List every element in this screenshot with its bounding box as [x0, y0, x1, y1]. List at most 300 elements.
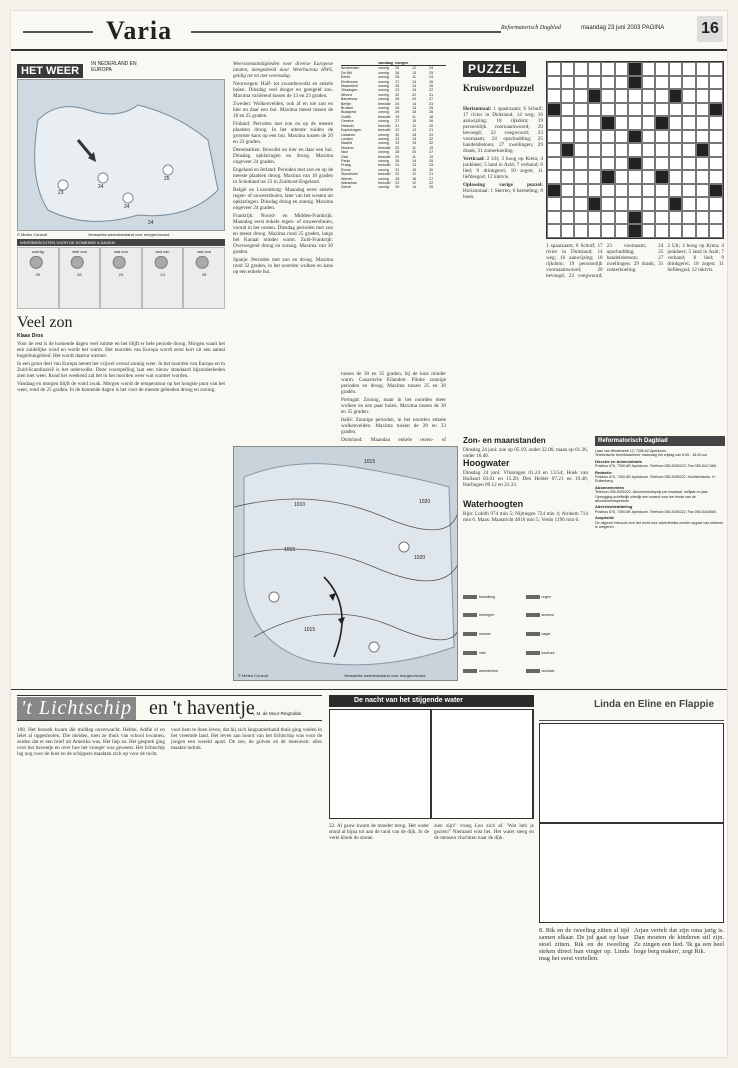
country-weather: Spanje: Perioden met zon en droog. Maxima rond 32 graden, in het noorden wolken en kans op een enkele bui. — [233, 257, 333, 275]
crossword-cell — [642, 211, 656, 225]
table-cell: Helsinki — [341, 123, 354, 128]
table-cell: Genève — [341, 119, 354, 124]
table-cell: bewolkt — [378, 123, 391, 128]
crossword-cell — [561, 170, 575, 184]
table-cell: 23 — [429, 101, 434, 106]
crossword-cell — [709, 224, 723, 238]
colofon-heading: Directie en Administratie — [595, 458, 642, 464]
crossword-cell — [615, 157, 629, 171]
crossword-cell — [561, 224, 575, 238]
crossword-cell — [682, 130, 696, 144]
table-cell: 26 — [429, 84, 434, 89]
crossword-cell — [615, 103, 629, 117]
crossword-cell — [615, 116, 629, 130]
map-caption: Verwachte weerstoestand voor morgen/avond — [87, 232, 170, 237]
legend-item — [526, 608, 589, 624]
crossword-cell — [628, 143, 642, 157]
table-cell: zonnig — [378, 79, 389, 84]
crossword-cell — [601, 211, 615, 225]
cloud-sun-icon — [195, 256, 213, 270]
crossword-cell — [588, 224, 602, 238]
crossword-cell — [547, 76, 561, 90]
crossword-cell — [574, 184, 588, 198]
crossword-cell — [547, 197, 561, 211]
table-cell: 26 — [429, 79, 434, 84]
water-header: Waterhoogten — [463, 499, 524, 509]
crossword-cell — [696, 89, 710, 103]
weather-map-large — [233, 446, 458, 681]
crossword-cell — [615, 224, 629, 238]
crossword-cell — [547, 89, 561, 103]
legend-label: onweer — [479, 631, 491, 636]
table-cell: bewolkt — [378, 145, 391, 150]
crossword-cell — [696, 157, 710, 171]
pressure-map-icon — [234, 447, 458, 681]
crossword-cell — [574, 62, 588, 76]
table-cell: 30 — [395, 132, 400, 137]
tide-text: Dinsdag 24 juni: Vlissingen 01.24 en 13.54; Hoek van Holland 03.01 en 15.20; Den Helder 07.21 en 19.46; Harlingen 09.12 en 21.33. — [463, 470, 588, 488]
crossword-cell — [669, 143, 683, 157]
table-cell: zonnig — [378, 132, 389, 137]
forecast-label: wat zon — [197, 249, 212, 254]
crossword-cell — [696, 224, 710, 238]
page-number: 16 — [697, 16, 723, 42]
crossword-cell — [628, 184, 642, 198]
crossword-cell — [642, 184, 656, 198]
crossword-cell — [628, 224, 642, 238]
crossword-cell — [561, 130, 575, 144]
crossword-cell — [588, 130, 602, 144]
crossword-cell — [601, 130, 615, 144]
crossword-cell — [642, 116, 656, 130]
serial-column-2: voor hem te doen leven, dat hij zich langzamerhand thuis ging voelen in het vreemde land. Het leven aan boord van het lichtschip was voor de jongen een wereld apart. De zee, de golven en de meeuwen: alles maakte indruk. — [171, 727, 322, 751]
crossword-cell — [655, 103, 669, 117]
table-cell: 13 — [412, 106, 417, 111]
map-credit: © Meteo Consult — [17, 232, 47, 237]
weather-title: HET WEER — [17, 64, 83, 78]
table-cell: 32 — [429, 141, 434, 146]
colofon-line: Telefoon 055-5390222. Abonnementsprijs per kwartaal, halfjaar en jaar. Opzegging schriftelijk uiterlijk een maand voor het einde van de abonnementsperiode. — [595, 490, 709, 504]
crossword-cell — [561, 62, 575, 76]
crossword-cell — [628, 211, 642, 225]
crossword-cell — [682, 76, 696, 90]
table-cell: 12 — [412, 66, 417, 71]
colofon-body — [595, 449, 725, 679]
table-cell: Zürich — [341, 185, 351, 190]
legend-item — [526, 626, 589, 642]
legend-item — [463, 589, 526, 605]
table-cell: 25 — [395, 75, 400, 80]
table-cell: Berlijn — [341, 101, 351, 106]
table-cell: 31 — [395, 167, 400, 172]
table-cell: 28 — [429, 110, 434, 115]
crossword-cell — [669, 170, 683, 184]
crossword-cell — [669, 62, 683, 76]
crossword-cell — [669, 130, 683, 144]
crossword-cell — [642, 197, 656, 211]
table-cell: 13 — [412, 128, 417, 133]
crossword-cell — [601, 89, 615, 103]
crossword-cell — [696, 103, 710, 117]
table-cell: 25 — [395, 66, 400, 71]
table-cell: 23 — [429, 163, 434, 168]
isobar-label: 1015 — [284, 547, 296, 553]
table-cell: Warschau — [341, 180, 358, 185]
country-weather: tussen de 30 en 35 graden, bij de kust minder warm. Canarische Eilanden: Flinke zonnige perioden en droog. Maxima tussen 25 en 30 graden. — [341, 371, 446, 395]
table-cell: 26 — [429, 119, 434, 124]
crossword-cell — [628, 62, 642, 76]
comic-2-text-2: Arjan vertelt dat zijn oma jarig is. Dan moeten de kinderen stil zijn. Ze zingen een lied. 'Ik ga een heel hoge berg maken', zegt Rik. — [634, 927, 724, 955]
crossword-cell — [561, 184, 575, 198]
colofon-line: Postbus 670, 7300 AR Apeldoorn. Telefoon 055-5390222, Fax 055-5416660. — [595, 509, 717, 514]
masthead-rule-left — [23, 31, 93, 33]
crossword-cell — [655, 184, 669, 198]
clue-text: 2 Uit; 3 hoog op Kreta; 4 jonkheer; 5 land in Azië; 7 verband; 8 lied; 9 drinkgerei; 10 zegen; 11 liefdesgod; 12 inktvis. — [667, 243, 724, 273]
table-cell: 20 — [412, 150, 417, 155]
crossword-cell — [682, 116, 696, 130]
crossword-cell — [588, 143, 602, 157]
colofon-line: Telefonische bereikbaarheid: maandag t/m vrijdag van 8.00 - 18.00 uur — [595, 453, 708, 458]
crossword-cell — [601, 103, 615, 117]
crossword-cell — [709, 62, 723, 76]
crossword-cell — [642, 157, 656, 171]
table-cell: 11 — [412, 114, 416, 119]
crossword-cell — [574, 103, 588, 117]
map-temp-4: 25 — [164, 176, 170, 182]
table-cell: zonnig — [378, 150, 389, 155]
table-cell: 24 — [429, 66, 434, 71]
legend-label: motregen — [479, 613, 495, 618]
table-cell: zonnig — [378, 158, 389, 163]
crossword-cell — [642, 76, 656, 90]
legend-swatch-icon — [463, 613, 477, 617]
crossword-cell — [682, 184, 696, 198]
table-cell: zonnig — [378, 106, 389, 111]
crossword-cell — [669, 116, 683, 130]
colofon-line: Postbus 670, 7300 AR Apeldoorn. Telefoon 055-5390222. Hoofdredactie: H. Ruitenberg. — [595, 475, 716, 484]
serial-title-part-2: en 't haventje — [149, 697, 255, 719]
table-cell: Barcelona — [341, 97, 358, 102]
table-cell: 19 — [429, 154, 434, 159]
country-weather: Italië: Zonnige perioden, in het noorden enkele wolkenvelden. Maxima tussen de 28 en 33 graden. — [341, 417, 446, 435]
city-temperature-table — [341, 61, 446, 421]
puzzle-clues — [463, 106, 543, 426]
table-cell: Stockholm — [341, 172, 358, 177]
table-cell: 14 — [412, 101, 417, 106]
crossword-cell — [696, 62, 710, 76]
sun-header: Zon- en maanstanden — [463, 436, 546, 445]
table-cell: zonnig — [378, 70, 389, 75]
crossword-cell — [642, 224, 656, 238]
crossword-cell — [574, 224, 588, 238]
crossword-cell — [547, 170, 561, 184]
cloud-sun-icon — [29, 256, 47, 270]
table-cell: 20 — [412, 97, 417, 102]
crossword-cell — [547, 103, 561, 117]
crossword-cell — [588, 62, 602, 76]
clue-heading: Verticaal: — [463, 156, 485, 162]
clue-text: 1 spaarzaam; 6 Schuif; 17 rivier in Duitsland; 14 weg; 16 aanwijzing; 18 rijkdom; 19 persoonlijk voornaamwoord; 20 bevoegd; 22 voegwoord; 23 voornaam; 24 opschudding; 25 handelsbetoon; 27 zwellingen; 29 drank; 31 zomerkoeling. — [463, 106, 543, 154]
legend-swatch-icon — [526, 595, 540, 599]
crossword-cell — [709, 197, 723, 211]
isobar-label: 1020 — [414, 555, 426, 561]
table-cell: 32 — [395, 92, 400, 97]
crossword-cell — [601, 184, 615, 198]
crossword-cell — [709, 89, 723, 103]
clue-text: Horizontaal: 1 Sterren; 6 hersteling; 8 hoen. — [463, 188, 543, 200]
crossword-cell — [615, 170, 629, 184]
table-cell: 22 — [429, 180, 434, 185]
crossword-cell — [574, 197, 588, 211]
crossword-cell — [655, 157, 669, 171]
weather-header — [17, 61, 151, 77]
crossword-cell — [628, 170, 642, 184]
crossword-cell — [561, 197, 575, 211]
table-cell: 21 — [429, 128, 434, 133]
crossword-cell — [682, 197, 696, 211]
crossword-cell — [655, 130, 669, 144]
legend-item — [526, 645, 589, 661]
table-cell: Moskou — [341, 145, 354, 150]
table-cell: zonnig — [378, 110, 389, 115]
forecast-label: wat zon — [114, 249, 128, 254]
crossword-cell — [588, 211, 602, 225]
crossword-cell — [547, 157, 561, 171]
crossword-grid — [546, 61, 724, 239]
crossword-cell — [655, 170, 669, 184]
crossword-cell — [615, 76, 629, 90]
table-cell: Rome — [341, 167, 351, 172]
forecast-day-4 — [142, 247, 184, 309]
table-cell: bewolkt — [378, 180, 391, 185]
crossword-cell — [696, 143, 710, 157]
crossword-cell — [709, 76, 723, 90]
table-cell: 27 — [429, 176, 434, 181]
crossword-cell — [709, 116, 723, 130]
isobar-label: 1020 — [419, 499, 431, 505]
crossword-cell — [655, 89, 669, 103]
crossword-cell — [655, 143, 669, 157]
table-cell: 27 — [395, 79, 400, 84]
crossword-cell — [696, 170, 710, 184]
crossword-cell — [588, 170, 602, 184]
crossword-cell — [655, 76, 669, 90]
weather-subtitle: IN NEDERLAND EN EUROPA — [91, 61, 137, 73]
puzzle-title: Kruiswoordpuzzel — [463, 83, 534, 93]
crossword-cell — [642, 170, 656, 184]
table-cell: 25 — [429, 158, 434, 163]
legend-label: occlusie — [541, 669, 555, 674]
table-cell: Nice — [341, 150, 349, 155]
table-cell: 20 — [395, 145, 400, 150]
table-cell: zonnig — [378, 66, 389, 71]
crossword-cell — [574, 130, 588, 144]
clue-heading: Oplossing vorige puzzel: — [463, 182, 543, 188]
table-header — [412, 61, 429, 65]
crossword-cell — [669, 103, 683, 117]
crossword-cell — [642, 103, 656, 117]
table-cell: 19 — [412, 167, 417, 172]
crossword-cell — [615, 89, 629, 103]
table-cell: Amsterdam — [341, 66, 360, 71]
table-cell: bewolkt — [378, 163, 391, 168]
table-cell: zonnig — [378, 84, 389, 89]
table-cell: 21 — [395, 123, 400, 128]
bigmap-caption: Verwachte weerstoestand voor morgen/avond — [344, 673, 426, 678]
table-cell: 28 — [395, 84, 400, 89]
table-cell: 23 — [395, 136, 400, 141]
table-cell: 22 — [395, 128, 400, 133]
crossword-cell — [588, 184, 602, 198]
crossword-cell — [561, 211, 575, 225]
section-title: Varia — [106, 16, 173, 45]
country-weather: Engeland en Ierland: Perioden met zon en op de meeste plaatsen droog. Maxima van 18 graden in Schotland tot 23 in Zuidoost-Engeland. — [233, 167, 333, 185]
forecast-day-2 — [59, 247, 101, 309]
crossword-cell — [709, 103, 723, 117]
crossword-cell — [547, 130, 561, 144]
country-weather: Duitsland: Maandag enkele regen- of — [341, 437, 446, 441]
table-cell: 27 — [429, 97, 434, 102]
colofon-heading: Redactie — [595, 469, 612, 475]
crossword-cell — [561, 89, 575, 103]
crossword-cell — [615, 130, 629, 144]
crossword-cell — [628, 89, 642, 103]
crossword-cell — [601, 76, 615, 90]
table-cell: bewolkt — [378, 128, 391, 133]
legend-item — [526, 663, 589, 679]
comic-1-header: De nacht van het stijgende water — [329, 695, 534, 707]
crossword-cell — [709, 130, 723, 144]
crossword-cell — [601, 157, 615, 171]
legend-swatch-icon — [526, 632, 540, 636]
table-cell: Oslo — [341, 154, 349, 159]
comic-1-panels — [329, 709, 534, 819]
comic-2-header: Linda en Eline en Flappie — [539, 695, 724, 721]
crossword-cell — [682, 170, 696, 184]
crossword-cell — [628, 157, 642, 171]
forecast-label: zonnig — [31, 249, 44, 254]
article-author: Klaas Dros — [17, 333, 44, 339]
table-cell: 27 — [395, 119, 400, 124]
table-cell: 19 — [412, 141, 417, 146]
comic-1-text-1: 22. Al gauw kwam de moeder terug. Het water stond al bijna tot aan de rand van de dijk. In de verte klonk de sirene. — [329, 823, 429, 841]
table-cell: Maastricht — [341, 84, 358, 89]
table-header: vandaag — [378, 61, 393, 65]
europe-weather-column-2 — [341, 371, 446, 441]
newspaper-page — [10, 10, 728, 1058]
table-cell: Madrid — [341, 141, 352, 146]
table-cell: 14 — [412, 84, 417, 89]
table-cell: zonnig — [378, 88, 389, 93]
crossword-cell — [574, 170, 588, 184]
colofon-line: Postbus 670, 7300 AR Apeldoorn. Telefoon 055-5390222; Fax 055-5417468. — [595, 464, 717, 469]
legend-item — [526, 589, 589, 605]
crossword-cell — [642, 143, 656, 157]
crossword-cell — [682, 103, 696, 117]
comic-2-text-1: 8. Rik en de tweeling zitten al tijd samen elkaar. De juf gaat op haar stoel zitten. Rik en de tweeling steken direct hun vinger op. Linda mag het eerst vertellen. — [539, 927, 629, 962]
masthead-date: maandag 23 juni 2003 PAGINA — [581, 25, 665, 31]
legend-item — [463, 663, 526, 679]
crossword-cell — [709, 143, 723, 157]
table-cell: 22 — [429, 88, 434, 93]
isobar-label: 1015 — [364, 459, 376, 465]
table-cell: 26 — [395, 185, 400, 190]
crossword-cell — [601, 143, 615, 157]
crossword-cell — [628, 197, 642, 211]
water-text: Rijn: Lobith 974 min 5; Nijmegen 724 min 4; Arnhem 714 min 6. Maas: Maastricht 4010 min 5; Venlo 1196 min 6. — [463, 511, 588, 523]
table-cell: 28 — [395, 176, 400, 181]
table-cell: 11 — [412, 75, 416, 80]
table-cell: zonnig — [378, 75, 389, 80]
table-cell: zonnig — [378, 167, 389, 172]
crossword-cell — [561, 76, 575, 90]
crossword-cell — [547, 224, 561, 238]
table-cell: 22 — [412, 92, 417, 97]
europe-weather-column-1 — [233, 61, 333, 441]
crossword-cell — [615, 62, 629, 76]
map-temp-1: 23 — [58, 190, 64, 196]
crossword-cell — [615, 197, 629, 211]
table-cell: 11 — [412, 154, 416, 159]
colofon-heading: Advertentieafdeling — [595, 504, 633, 510]
table-cell: 23 — [395, 88, 400, 93]
table-cell: 26 — [395, 158, 400, 163]
masthead-logo: Reformatorisch Dagblad — [501, 25, 561, 31]
table-cell: Lissabon — [341, 132, 356, 137]
crossword-cell — [615, 143, 629, 157]
country-weather: Frankrijk: Noord- en Midden-Frankrijk: Maandag eerst enkele regen- of onweersbuien, vooral in het oosten. Dinsdag perioden met zon en meest droog. Maxima rond 25 graden, langs het Kanaal minder warm. Zuid-Frankrijk: Overwegend droog en zonnig. Maxima van 30 graden. — [233, 213, 333, 255]
table-cell: 11 — [412, 145, 416, 150]
sun-text: Dinsdag 24 juni: zon op 05.19, onder 22.06; maan op 01.36, onder 16.40. — [463, 447, 588, 457]
colofon-heading: Abonnementen — [595, 484, 625, 490]
table-cell: Praag — [341, 163, 351, 168]
table-cell: zonnig — [378, 92, 389, 97]
cloud-sun-icon — [70, 256, 88, 270]
table-cell: 18 — [412, 132, 417, 137]
legend-label: koufront — [541, 650, 555, 655]
table-cell: 25 — [429, 70, 434, 75]
table-cell: 12 — [412, 172, 417, 177]
crossword-cell — [655, 116, 669, 130]
table-cell: 24 — [395, 163, 400, 168]
crossword-cell — [547, 211, 561, 225]
crossword-cell — [709, 157, 723, 171]
table-cell: Kopenhagen — [341, 128, 362, 133]
crossword-cell — [547, 143, 561, 157]
table-cell: 27 — [429, 150, 434, 155]
table-cell: zonnig — [378, 176, 389, 181]
table-body — [341, 66, 446, 189]
table-cell: 24 — [429, 75, 434, 80]
table-cell: zonnig — [378, 97, 389, 102]
crossword-cell — [601, 170, 615, 184]
crossword-cell — [696, 211, 710, 225]
crossword-cell — [588, 76, 602, 90]
crossword-cell — [682, 157, 696, 171]
article-body — [17, 341, 225, 686]
table-cell: 14 — [412, 158, 417, 163]
crossword-cell — [655, 224, 669, 238]
table-cell: 13 — [412, 79, 417, 84]
table-cell: zonnig — [378, 136, 389, 141]
crossword-cell — [601, 224, 615, 238]
country-weather: België en Luxemburg: Maandag eerst enkele regen- of onweersbuien, later van het westen uit opklaringen. Dinsdag droog en zonnig. Maxima ongeveer 24 graden. — [233, 187, 333, 211]
legend-label: sneeuw — [541, 613, 554, 618]
isobar-label: 1010 — [294, 502, 306, 508]
crossword-cell — [574, 143, 588, 157]
crossword-cell — [574, 76, 588, 90]
forecast-label: veel zon — [71, 249, 87, 254]
